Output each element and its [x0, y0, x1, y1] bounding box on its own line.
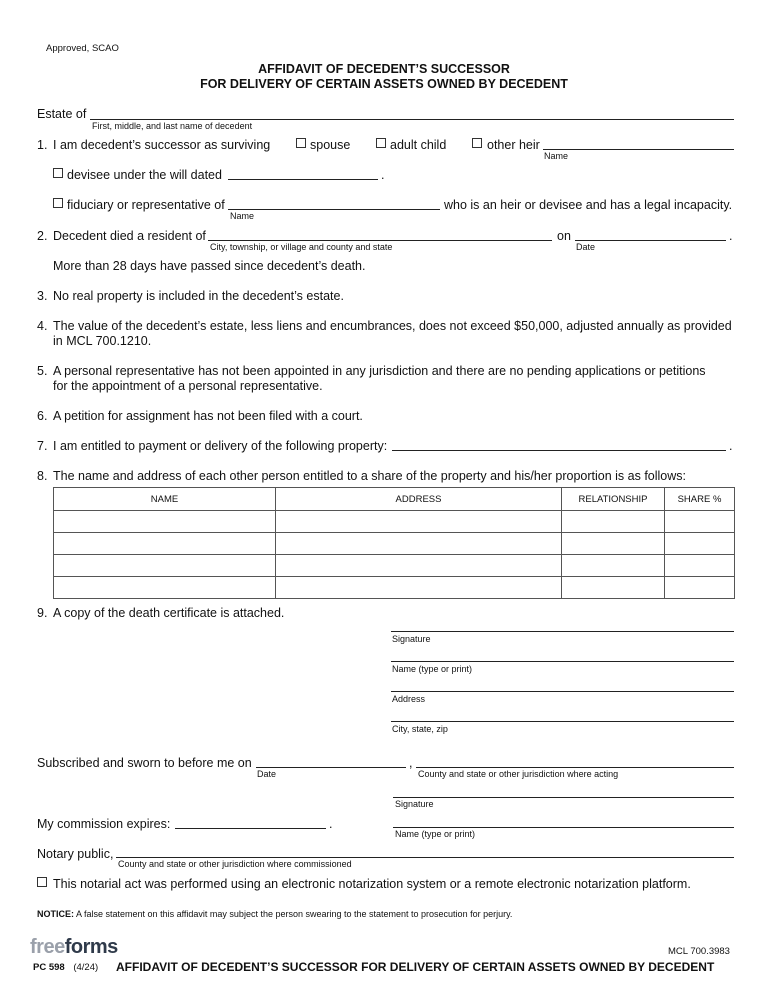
- logo-forms: forms: [64, 936, 118, 958]
- other-heir-name-field[interactable]: [543, 149, 734, 150]
- estate-sublabel: First, middle, and last name of decedent: [92, 121, 253, 131]
- item2-line2: More than 28 days have passed since decedent’s death.: [53, 259, 366, 273]
- name-cell[interactable]: [54, 533, 276, 555]
- notary-signature-label: Signature: [395, 799, 434, 809]
- column-header-name: NAME: [54, 488, 276, 511]
- item6-text: A petition for assignment has not been filed with a court.: [53, 409, 363, 423]
- form-revision: (4/24): [73, 962, 99, 973]
- item5-text-line2: for the appointment of a personal representative.: [53, 379, 323, 393]
- fiduciary-name-field[interactable]: [228, 209, 440, 210]
- other-heir-label: other heir: [487, 138, 540, 152]
- property-field[interactable]: [392, 450, 726, 451]
- spouse-label: spouse: [310, 138, 351, 152]
- item8-number: 8.: [37, 469, 48, 483]
- notary-county-sublabel: County and state or other jurisdiction where commissioned: [118, 859, 352, 869]
- item1-number: 1.: [37, 138, 48, 152]
- footer-title: AFFIDAVIT OF DECEDENT’S SUCCESSOR FOR DELIVERY OF CERTAIN ASSETS OWNED BY DECEDENT: [116, 960, 715, 974]
- other-heir-name-sublabel: Name: [544, 151, 569, 161]
- form-id: [33, 962, 98, 973]
- sworn-comma: ,: [409, 756, 413, 770]
- form-number: PC 598: [33, 962, 65, 973]
- form-title-line1: AFFIDAVIT OF DECEDENT’S SUCCESSOR: [258, 62, 510, 76]
- column-header-address: ADDRESS: [276, 488, 562, 511]
- name-field[interactable]: [391, 661, 734, 662]
- name-label: Name (type or print): [392, 664, 473, 674]
- table-header-row: [54, 488, 735, 511]
- item2-number: 2.: [37, 229, 48, 243]
- notary-county-field[interactable]: [116, 857, 734, 858]
- death-date-sublabel: Date: [576, 242, 596, 252]
- will-date-field[interactable]: [228, 179, 378, 180]
- notary-public-label: Notary public,: [37, 847, 114, 861]
- relationship-cell[interactable]: [562, 577, 665, 599]
- item3-text: No real property is included in the decedent’s estate.: [53, 289, 344, 303]
- item7-period: .: [729, 439, 733, 453]
- devisee-checkbox[interactable]: [53, 168, 63, 178]
- share-cell[interactable]: [665, 577, 735, 599]
- share-cell[interactable]: [665, 511, 735, 533]
- fiduciary-checkbox[interactable]: [53, 198, 63, 208]
- notice-text: A false statement on this affidavit may subject the person swearing to the statement to prosecution for perjury.: [76, 909, 513, 919]
- city-state-zip-field[interactable]: [391, 721, 734, 722]
- item7-number: 7.: [37, 439, 48, 453]
- heirs-table: [53, 487, 735, 599]
- adult-child-checkbox[interactable]: [376, 138, 386, 148]
- item9-number: 9.: [37, 606, 48, 620]
- commission-period: .: [329, 817, 333, 831]
- estate-name-field[interactable]: [90, 119, 734, 120]
- item6-number: 6.: [37, 409, 48, 423]
- notary-signature-field[interactable]: [393, 797, 734, 798]
- item1-text: I am decedent’s successor as surviving: [53, 138, 271, 152]
- table-row: [54, 533, 735, 555]
- other-heir-checkbox[interactable]: [472, 138, 482, 148]
- name-cell[interactable]: [54, 555, 276, 577]
- death-date-field[interactable]: [575, 240, 726, 241]
- notice: [37, 909, 512, 919]
- devisee-period: .: [381, 168, 385, 182]
- share-cell[interactable]: [665, 533, 735, 555]
- address-field[interactable]: [391, 691, 734, 692]
- spouse-checkbox[interactable]: [296, 138, 306, 148]
- item5-number: 5.: [37, 364, 48, 378]
- name-cell[interactable]: [54, 511, 276, 533]
- estate-label: Estate of: [37, 107, 87, 121]
- table-row: [54, 511, 735, 533]
- acting-jurisdiction-field[interactable]: [416, 767, 734, 768]
- item2-text: Decedent died a resident of: [53, 229, 206, 243]
- city-state-zip-label: City, state, zip: [392, 724, 448, 734]
- item8-text: The name and address of each other person entitled to a share of the property and his/her proportion is as follows:: [53, 469, 687, 483]
- address-cell[interactable]: [276, 577, 562, 599]
- commission-date-field[interactable]: [175, 828, 326, 829]
- item4-number: 4.: [37, 319, 48, 333]
- item9-text: A copy of the death certificate is attached.: [53, 606, 285, 620]
- residence-sublabel: City, township, or village and county and state: [210, 242, 393, 252]
- column-header-relationship: RELATIONSHIP: [562, 488, 665, 511]
- relationship-cell[interactable]: [562, 533, 665, 555]
- fiduciary-name-sublabel: Name: [230, 211, 255, 221]
- table-row: [54, 555, 735, 577]
- item4-text-line1: The value of the decedent’s estate, less liens and encumbrances, does not exceed $50,000, adjusted annually as provided: [53, 319, 732, 333]
- residence-field[interactable]: [208, 240, 552, 241]
- address-cell[interactable]: [276, 533, 562, 555]
- sworn-date-sublabel: Date: [257, 769, 277, 779]
- name-cell[interactable]: [54, 577, 276, 599]
- item2-on: on: [557, 229, 571, 243]
- mcl-reference: MCL 700.3983: [668, 946, 730, 957]
- share-cell[interactable]: [665, 555, 735, 577]
- form-title-line2: FOR DELIVERY OF CERTAIN ASSETS OWNED BY DECEDENT: [200, 77, 568, 91]
- commission-label: My commission expires:: [37, 817, 171, 831]
- item2-period: .: [729, 229, 733, 243]
- fiduciary-end-text: who is an heir or devisee and has a legal incapacity.: [444, 198, 733, 212]
- devisee-label: devisee under the will dated: [67, 168, 222, 182]
- relationship-cell[interactable]: [562, 555, 665, 577]
- signature-label: Signature: [392, 634, 431, 644]
- address-cell[interactable]: [276, 511, 562, 533]
- item5-text-line1: A personal representative has not been appointed in any jurisdiction and there are no pending applications or petitions: [53, 364, 706, 378]
- address-cell[interactable]: [276, 555, 562, 577]
- item4-text-line2: in MCL 700.1210.: [53, 334, 152, 348]
- fiduciary-label: fiduciary or representative of: [67, 198, 225, 212]
- item3-number: 3.: [37, 289, 48, 303]
- electronic-notarization-label: This notarial act was performed using an electronic notarization system or a remote electronic notarization platform.: [53, 877, 691, 891]
- sworn-date-field[interactable]: [256, 767, 406, 768]
- subscribed-label: Subscribed and sworn to before me on: [37, 756, 252, 770]
- logo-free: free: [30, 936, 65, 958]
- table-row: [54, 577, 735, 599]
- notary-name-field[interactable]: [393, 827, 734, 828]
- notice-label: NOTICE:: [37, 909, 74, 919]
- acting-jurisdiction-sublabel: County and state or other jurisdiction where acting: [418, 769, 619, 779]
- signature-field[interactable]: [391, 631, 734, 632]
- column-header-share: SHARE %: [665, 488, 735, 511]
- electronic-notarization-checkbox[interactable]: [37, 877, 47, 887]
- freeforms-logo: [30, 936, 118, 959]
- item7-text: I am entitled to payment or delivery of the following property:: [53, 439, 388, 453]
- notary-name-label: Name (type or print): [395, 829, 476, 839]
- adult-child-label: adult child: [390, 138, 447, 152]
- approval-note: Approved, SCAO: [46, 43, 119, 54]
- address-label: Address: [392, 694, 426, 704]
- relationship-cell[interactable]: [562, 511, 665, 533]
